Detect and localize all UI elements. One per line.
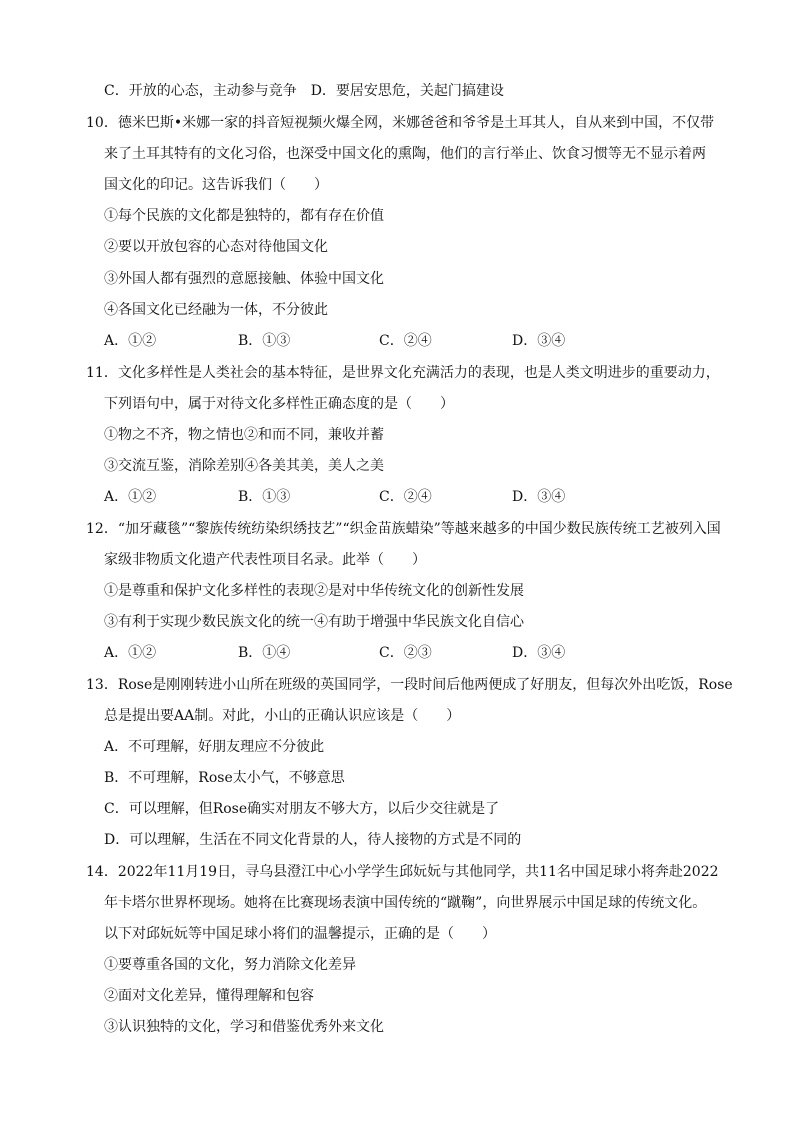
q11-stem-line-2: 下列语句中，属于对待文化多样性正确态度的是（ ） <box>104 396 454 412</box>
q12-option-a: A．①② <box>104 645 157 661</box>
q11-item-1: ①物之不齐，物之情也②和而不同，兼收并蓄 <box>104 427 384 443</box>
q12-item-2: ③有利于实现少数民族文化的统一④有助于增强中华民族文化自信心 <box>104 614 524 630</box>
q14-stem-line-2: 年卡塔尔世界杯现场。她将在比赛现场表演中国传统的“蹴鞠”，向世界展示中国足球的传统文化。 <box>104 895 707 911</box>
q10-item-4: ④各国文化已经融为一体，不分彼此 <box>104 302 328 318</box>
q11-item-2: ③交流互鉴，消除差别④各美其美，美人之美 <box>104 458 384 474</box>
q10-option-a: A．①② <box>104 333 157 349</box>
q11-options <box>104 488 704 506</box>
q11-option-b: B．①③ <box>238 489 291 505</box>
q12-option-c: C．②③ <box>379 645 432 661</box>
q13-choice-a: A．不可理解，好朋友理应不分彼此 <box>104 739 325 755</box>
q14-stem-line-1: 14．2022年11月19日，寻乌县澄江中心小学学生邱妧妧与其他同学，共11名中国足球小将奔赴2022 <box>86 864 719 880</box>
q10-option-c: C．②④ <box>379 333 432 349</box>
q10-stem-line-3: 国文化的印记。这告诉我们（ ） <box>104 177 328 193</box>
q11-stem-line-1: 11．文化多样性是人类社会的基本特征，是世界文化充满活力的表现，也是人类文明进步的重要动力， <box>86 365 720 381</box>
q10-item-2: ②要以开放包容的心态对待他国文化 <box>104 239 328 255</box>
q13-stem-line-2: 总是提出要AA制。对此，小山的正确认识应该是（ ） <box>104 708 461 724</box>
q13-choice-d: D．可以理解，生活在不同文化背景的人，待人接物的方式是不同的 <box>104 832 522 848</box>
q13-choice-b: B．不可理解，Rose太小气，不够意思 <box>104 770 345 786</box>
q10-item-1: ①每个民族的文化都是独特的，都有存在价值 <box>104 208 384 224</box>
q12-option-b: B．①④ <box>238 645 291 661</box>
q13-choice-c: C．可以理解，但Rose确实对朋友不够大方，以后少交往就是了 <box>104 801 500 817</box>
q9-options-cd: C．开放的心态，主动参与竞争 D．要居安思危，关起门搞建设 <box>104 83 504 99</box>
q14-item-1: ①要尊重各国的文化，努力消除文化差异 <box>104 957 356 973</box>
q11-option-c: C．②④ <box>379 489 432 505</box>
q10-option-b: B．①③ <box>238 333 291 349</box>
q12-options <box>104 644 704 662</box>
q10-item-3: ③外国人都有强烈的意愿接触、体验中国文化 <box>104 271 384 287</box>
q13-stem-line-1: 13．Rose是刚刚转进小山所在班级的英国同学，一段时间后他两便成了好朋友，但每次外出吃饭，Rose <box>86 677 733 693</box>
q14-stem-line-3: 以下对邱妧妧等中国足球小将们的温馨提示，正确的是（ ） <box>104 926 496 942</box>
q12-option-d: D．③④ <box>512 645 566 661</box>
q12-stem-line-2: 家级非物质文化遗产代表性项目名录。此举（ ） <box>104 552 426 568</box>
q10-stem-line-2: 来了土耳其特有的文化习俗，也深受中国文化的熏陶，他们的言行举止、饮食习惯等无不显示着两 <box>104 146 706 162</box>
q12-stem-line-1: 12．“加牙藏毯”“黎族传统纺染织绣技艺”“织金苗族蜡染”等越来越多的中国少数民族传统工艺被列入国 <box>86 521 721 537</box>
q10-stem-line-1: 10．德米巴斯•米娜一家的抖音短视频火爆全网，米娜爸爸和爷爷是土耳其人，自从来到中国，不仅带 <box>86 115 715 131</box>
q11-option-d: D．③④ <box>512 489 566 505</box>
q12-item-1: ①是尊重和保护文化多样性的表现②是对中华传统文化的创新性发展 <box>104 583 524 599</box>
q11-option-a: A．①② <box>104 489 157 505</box>
q10-option-d: D．③④ <box>512 333 566 349</box>
q14-item-3: ③认识独特的文化，学习和借鉴优秀外来文化 <box>104 1019 384 1035</box>
q14-item-2: ②面对文化差异，懂得理解和包容 <box>104 988 314 1004</box>
q10-options <box>104 332 704 350</box>
